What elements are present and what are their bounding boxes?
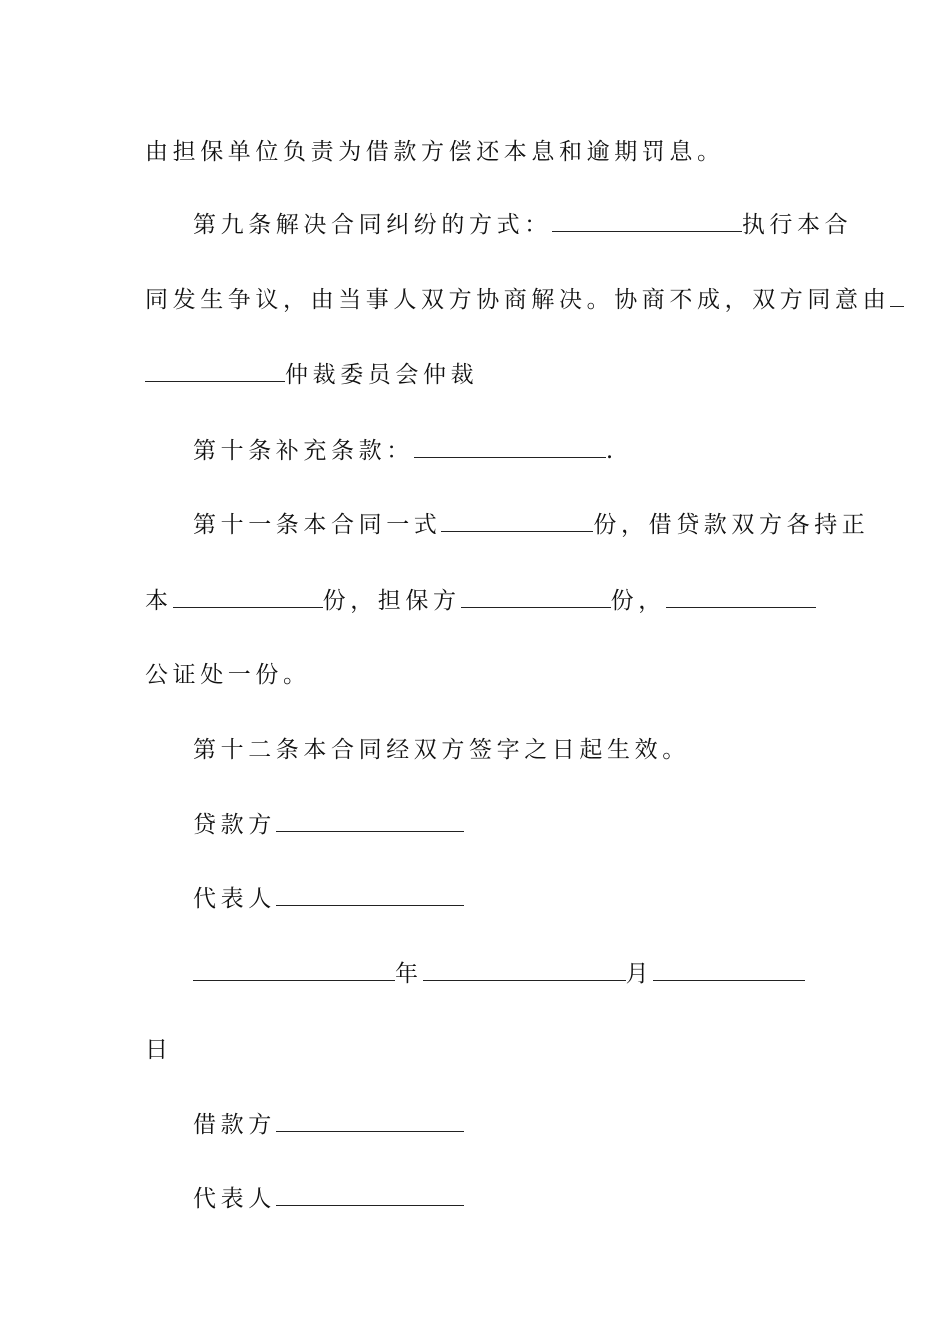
date-line — [193, 959, 805, 989]
paragraph-text: 同发生争议，由当事人双方协商解决。协商不成，双方同意由 — [145, 287, 891, 313]
paragraph-text: 公证处一份。 — [145, 662, 311, 688]
article-12-line — [193, 735, 690, 765]
month-label: 月 — [625, 961, 654, 987]
paragraph-text: . — [605, 438, 618, 464]
original-copies-blank[interactable] — [173, 587, 323, 608]
article-9-line-1 — [193, 210, 852, 240]
article-9-heading: 第九条解决合同纠纷的方式： — [193, 212, 552, 238]
paragraph-text: 本 — [145, 588, 173, 614]
lender-representative-line — [193, 884, 464, 914]
paragraph-text: 由担保单位负责为借款方偿还本息和逾期罚息。 — [145, 139, 725, 165]
guarantor-copies-blank[interactable] — [461, 587, 611, 608]
lender-signature-line — [193, 810, 464, 840]
paragraph-text: 执行本合 — [741, 212, 853, 238]
lender-representative-field[interactable] — [276, 885, 464, 906]
dispute-method-blank[interactable] — [552, 211, 742, 232]
notary-name-blank[interactable] — [666, 587, 816, 608]
supplementary-clause-blank[interactable] — [414, 437, 606, 458]
article-11-heading: 第十一条本合同一式 — [193, 512, 442, 538]
article-9-line-3 — [145, 360, 478, 390]
borrower-representative-line — [193, 1184, 464, 1214]
article-10-line — [193, 436, 618, 466]
article-9-line-2 — [145, 285, 904, 315]
article-11-line-2 — [145, 586, 816, 616]
article-12-text: 第十二条本合同经双方签字之日起生效。 — [193, 737, 690, 763]
text-line — [145, 137, 725, 167]
paragraph-text: 份， — [610, 588, 666, 614]
year-field[interactable] — [193, 960, 395, 981]
lender-signature-field[interactable] — [276, 811, 464, 832]
paragraph-text: 份，借贷款双方各持正 — [593, 512, 870, 538]
day-label-line — [145, 1035, 173, 1065]
article-10-heading: 第十条补充条款： — [193, 438, 414, 464]
day-label: 日 — [145, 1037, 173, 1063]
borrower-signature-field[interactable] — [276, 1111, 464, 1132]
arbitration-commission-blank[interactable] — [145, 361, 285, 382]
representative-label: 代表人 — [193, 886, 276, 912]
borrower-representative-field[interactable] — [276, 1185, 464, 1206]
arbitration-blank-start[interactable] — [890, 286, 904, 307]
borrower-label: 借款方 — [193, 1112, 276, 1138]
borrower-signature-line — [193, 1110, 464, 1140]
month-field[interactable] — [423, 960, 626, 981]
copies-total-blank[interactable] — [441, 511, 593, 532]
day-field[interactable] — [653, 960, 805, 981]
paragraph-text: 份，担保方 — [322, 588, 461, 614]
article-11-line-3 — [145, 660, 311, 690]
lender-label: 贷款方 — [193, 812, 276, 838]
year-label: 年 — [395, 961, 423, 987]
representative-label: 代表人 — [193, 1186, 276, 1212]
article-11-line-1 — [193, 510, 869, 540]
paragraph-text: 仲裁委员会仲裁 — [285, 362, 479, 388]
